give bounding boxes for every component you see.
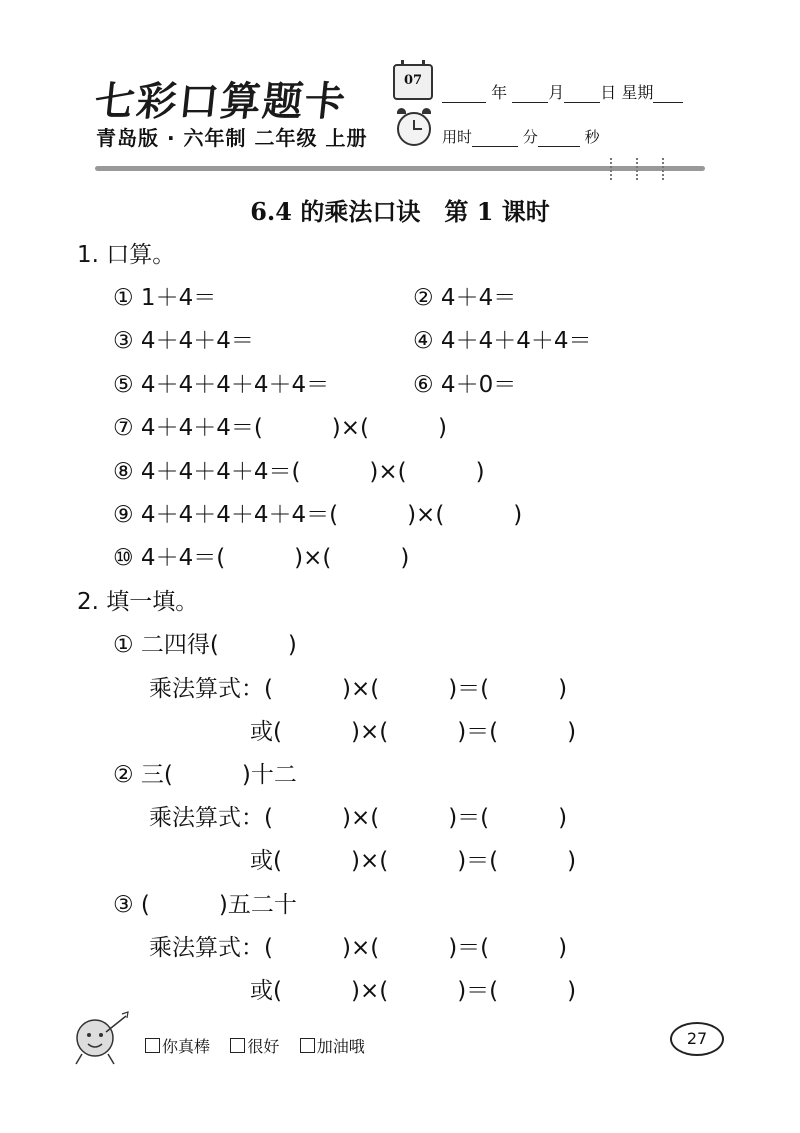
checkbox-icon[interactable]	[300, 1038, 315, 1053]
section1-heading: 1. 口算。	[77, 242, 176, 268]
seconds-blank[interactable]	[538, 130, 580, 147]
logo-title: 七彩口算题卡	[92, 78, 350, 125]
calc-item-1: ① 1＋4＝	[113, 285, 217, 311]
page-number: 27	[670, 1022, 724, 1056]
divider-tick	[610, 158, 614, 180]
calc-item-6: ⑥ 4＋0＝	[413, 372, 517, 398]
seconds-label: 秒	[584, 128, 600, 146]
day-blank[interactable]	[564, 86, 600, 103]
alarm-clock-icon	[397, 112, 431, 146]
calc-item-2: ② 4＋4＝	[413, 285, 517, 311]
section2-heading: 2. 填一填。	[77, 589, 199, 615]
year-label: 年	[491, 83, 508, 102]
weekday-blank[interactable]	[653, 86, 683, 103]
day-label: 日	[600, 83, 617, 102]
mascot-icon	[70, 1008, 140, 1068]
fill-prompt-1: ① 二四得( )	[113, 632, 297, 658]
checkbox-icon[interactable]	[145, 1038, 160, 1053]
divider-tick	[636, 158, 640, 180]
time-used-label: 用时	[442, 128, 473, 146]
calendar-number: 07	[403, 73, 423, 88]
lesson-title: 6.4 的乘法口诀 第 1 课时	[250, 197, 550, 226]
fill-prompt-2: ② 三( )十二	[113, 762, 297, 788]
calc-item-10: ⑩ 4＋4＝( )×( )	[113, 545, 410, 571]
fill-formula-2: 乘法算式：( )×( )＝( )	[149, 805, 568, 831]
calc-item-5: ⑤ 4＋4＋4＋4＋4＝	[113, 372, 330, 398]
calc-item-8: ⑧ 4＋4＋4＋4＝( )×( )	[113, 459, 485, 485]
edition-subtitle: 青岛版 · 六年制 二年级 上册	[96, 126, 368, 150]
fill-alt-3: 或( )×( )＝( )	[250, 978, 577, 1004]
month-blank[interactable]	[512, 86, 548, 103]
calc-item-3: ③ 4＋4＋4＝	[113, 328, 254, 354]
rating-option-good[interactable]: 很好	[230, 1037, 279, 1056]
rating-options	[145, 1034, 365, 1057]
calc-item-9: ⑨ 4＋4＋4＋4＋4＝( )×( )	[113, 502, 523, 528]
fill-formula-3: 乘法算式：( )×( )＝( )	[149, 935, 568, 961]
rating-option-keep-going[interactable]: 加油哦	[300, 1037, 365, 1056]
minutes-label: 分	[522, 128, 538, 146]
year-blank[interactable]	[442, 86, 486, 103]
fill-alt-2: 或( )×( )＝( )	[250, 848, 577, 874]
checkbox-icon[interactable]	[230, 1038, 245, 1053]
weekday-label: 星期	[621, 83, 654, 102]
fill-alt-1: 或( )×( )＝( )	[250, 719, 577, 745]
calc-item-7: ⑦ 4＋4＋4＝( )×( )	[113, 415, 447, 441]
divider-tick	[662, 158, 666, 180]
month-label: 月	[548, 83, 565, 102]
rating-option-great[interactable]: 你真棒	[145, 1037, 210, 1056]
minutes-blank[interactable]	[472, 130, 518, 147]
date-fill-line	[442, 80, 683, 103]
fill-prompt-3: ③ ( )五二十	[113, 892, 297, 918]
calc-item-4: ④ 4＋4＋4＋4＝	[413, 328, 592, 354]
time-fill-line	[442, 126, 600, 147]
calendar-icon	[393, 64, 433, 100]
fill-formula-1: 乘法算式：( )×( )＝( )	[149, 676, 568, 702]
